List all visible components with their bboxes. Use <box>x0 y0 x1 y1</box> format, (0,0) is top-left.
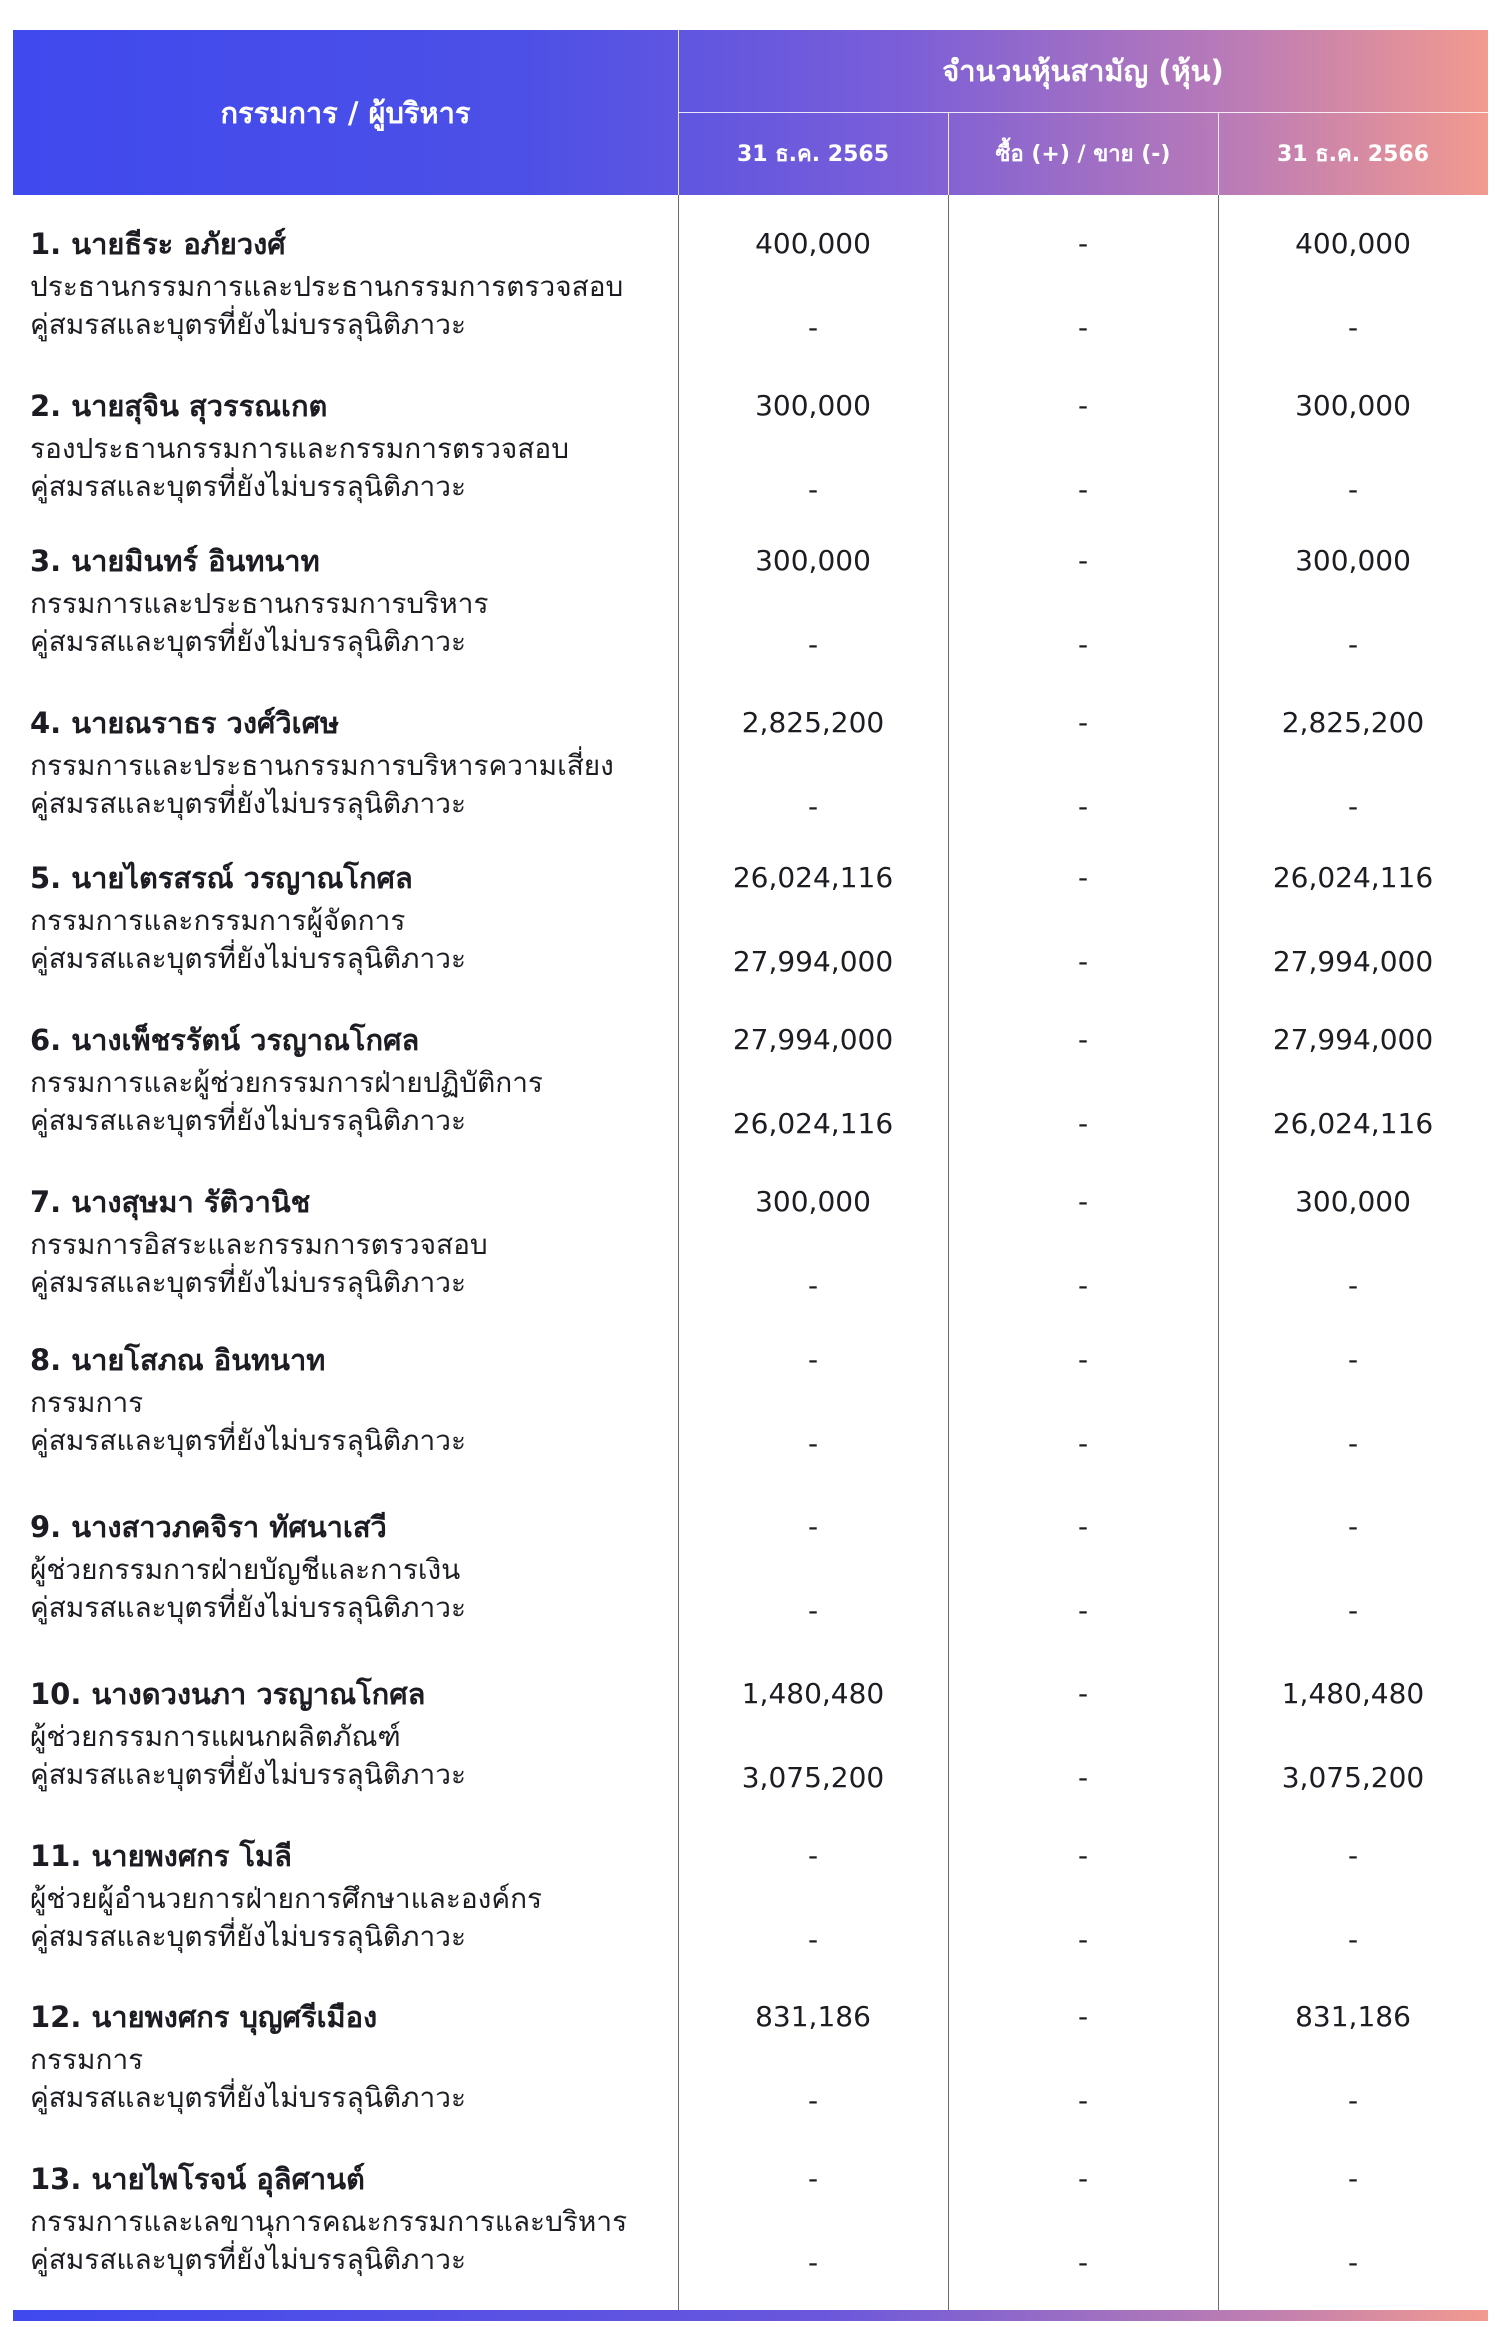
spouse-children-label: คู่สมรสและบุตรที่ยังไม่บรรลุนิติภาวะ <box>30 1591 466 1624</box>
shares-2566-spouse: 26,024,116 <box>1272 1107 1434 1140</box>
shares-2565-self: 400,000 <box>755 227 871 260</box>
shares-2565-spouse: - <box>807 2246 819 2279</box>
table-row <box>0 1673 1500 1793</box>
table-row <box>0 1506 1500 1626</box>
shares-change-self: - <box>1077 2000 1089 2033</box>
spouse-children-label: คู่สมรสและบุตรที่ยังไม่บรรลุนิติภาวะ <box>30 2081 466 2114</box>
shares-2566-self: 300,000 <box>1295 389 1411 422</box>
shares-change-self: - <box>1077 861 1089 894</box>
spouse-children-label: คู่สมรสและบุตรที่ยังไม่บรรลุนิติภาวะ <box>30 1758 466 1791</box>
director-position: กรรมการและประธานกรรมการบริหาร <box>30 587 489 620</box>
table-row <box>0 857 1500 977</box>
director-name: 11. นายพงศกร โมลี <box>30 1839 292 1873</box>
date-2566-header: 31 ธ.ค. 2566 <box>1276 142 1430 167</box>
shares-2566-spouse: - <box>1347 311 1359 344</box>
shares-change-self: - <box>1077 1677 1089 1710</box>
director-position: รองประธานกรรมการและกรรมการตรวจสอบ <box>30 432 570 465</box>
shares-2565-self: 300,000 <box>755 389 871 422</box>
table-row <box>0 385 1500 505</box>
director-name: 12. นายพงศกร บุญศรีเมือง <box>30 2000 378 2034</box>
shares-change-spouse: - <box>1077 2084 1089 2117</box>
shares-2565-self: 831,186 <box>755 2000 871 2033</box>
shares-2566-self: - <box>1347 1839 1359 1872</box>
spouse-children-label: คู่สมรสและบุตรที่ยังไม่บรรลุนิติภาวะ <box>30 625 466 658</box>
director-name: 1. นายธีระ อภัยวงศ์ <box>30 227 286 261</box>
shares-2566-self: 2,825,200 <box>1281 706 1425 739</box>
director-position: กรรมการและเลขานุการคณะกรรมการและบริหาร <box>30 2205 628 2238</box>
shares-2566-self: 831,186 <box>1295 2000 1411 2033</box>
director-position: กรรมการและกรรมการผู้จัดการ <box>30 904 406 937</box>
shares-change-self: - <box>1077 1185 1089 1218</box>
shares-2566-self: 26,024,116 <box>1272 861 1434 894</box>
shares-2566-self: 300,000 <box>1295 544 1411 577</box>
shares-change-spouse: - <box>1077 1107 1089 1140</box>
table-row <box>0 223 1500 343</box>
shares-2565-self: 300,000 <box>755 544 871 577</box>
shares-2565-spouse: - <box>807 1427 819 1460</box>
header-divider <box>1218 112 1219 195</box>
table-footer-bar <box>13 2310 1488 2321</box>
shares-2565-spouse: - <box>807 790 819 823</box>
shares-2566-self: 400,000 <box>1295 227 1411 260</box>
table-row <box>0 1835 1500 1955</box>
shares-2565-spouse: 26,024,116 <box>732 1107 894 1140</box>
director-name: 5. นายไตรสรณ์ วรญาณโกศล <box>30 861 413 895</box>
shares-2566-self: 1,480,480 <box>1281 1677 1425 1710</box>
shares-change-spouse: - <box>1077 2246 1089 2279</box>
shares-2565-self: - <box>807 1343 819 1376</box>
shares-2565-spouse: - <box>807 2084 819 2117</box>
shares-change-self: - <box>1077 1510 1089 1543</box>
director-position: ผู้ช่วยกรรมการฝ่ายบัญชีและการเงิน <box>30 1553 461 1586</box>
shares-2565-spouse: - <box>807 473 819 506</box>
shares-change-spouse: - <box>1077 1761 1089 1794</box>
shares-change-spouse: - <box>1077 790 1089 823</box>
spouse-children-label: คู่สมรสและบุตรที่ยังไม่บรรลุนิติภาวะ <box>30 942 466 975</box>
table-row <box>0 1019 1500 1139</box>
shares-2566-spouse: - <box>1347 1269 1359 1302</box>
shares-2565-self: 27,994,000 <box>732 1023 894 1056</box>
director-position: กรรมการอิสระและกรรมการตรวจสอบ <box>30 1228 488 1261</box>
director-name: 9. นางสาวภคจิรา ทัศนาเสวี <box>30 1510 387 1544</box>
shares-change-spouse: - <box>1077 1923 1089 1956</box>
shares-change-self: - <box>1077 544 1089 577</box>
shares-change-self: - <box>1077 706 1089 739</box>
shares-2566-self: - <box>1347 2162 1359 2195</box>
spouse-children-label: คู่สมรสและบุตรที่ยังไม่บรรลุนิติภาวะ <box>30 1266 466 1299</box>
table-row <box>0 540 1500 660</box>
shares-2566-spouse: - <box>1347 2246 1359 2279</box>
spouse-children-label: คู่สมรสและบุตรที่ยังไม่บรรลุนิติภาวะ <box>30 1104 466 1137</box>
director-position: กรรมการและประธานกรรมการบริหารความเสี่ยง <box>30 749 614 782</box>
spouse-children-label: คู่สมรสและบุตรที่ยังไม่บรรลุนิติภาวะ <box>30 1920 466 1953</box>
shares-change-self: - <box>1077 389 1089 422</box>
table-row <box>0 702 1500 822</box>
shares-2565-self: 2,825,200 <box>741 706 885 739</box>
shares-2566-spouse: - <box>1347 1923 1359 1956</box>
shares-2566-self: 27,994,000 <box>1272 1023 1434 1056</box>
shares-change-spouse: - <box>1077 1269 1089 1302</box>
shares-change-spouse: - <box>1077 945 1089 978</box>
shares-change-spouse: - <box>1077 1427 1089 1460</box>
director-name: 10. นางดวงนภา วรญาณโกศล <box>30 1677 426 1711</box>
shares-2566-spouse: 27,994,000 <box>1272 945 1434 978</box>
shares-2565-spouse: - <box>807 311 819 344</box>
director-name: 2. นายสุจิน สุวรรณเกต <box>30 389 328 423</box>
shares-change-self: - <box>1077 1839 1089 1872</box>
shares-2566-spouse: - <box>1347 473 1359 506</box>
shares-change-self: - <box>1077 1343 1089 1376</box>
spouse-children-label: คู่สมรสและบุตรที่ยังไม่บรรลุนิติภาวะ <box>30 1424 466 1457</box>
shares-2565-self: - <box>807 2162 819 2195</box>
shares-2566-self: - <box>1347 1510 1359 1543</box>
shares-2565-spouse: - <box>807 1594 819 1627</box>
table-row <box>0 1339 1500 1459</box>
director-name: 7. นางสุษมา รัติวานิช <box>30 1185 311 1219</box>
director-column-header: กรรมการ / ผู้บริหาร <box>220 95 471 130</box>
shares-2566-spouse: - <box>1347 628 1359 661</box>
director-position: กรรมการ <box>30 2043 144 2076</box>
director-name: 8. นายโสภณ อินทนาท <box>30 1343 326 1377</box>
shares-2565-self: 1,480,480 <box>741 1677 885 1710</box>
shares-2566-spouse: 3,075,200 <box>1281 1761 1425 1794</box>
director-position: กรรมการและผู้ช่วยกรรมการฝ่ายปฏิบัติการ <box>30 1066 543 1099</box>
table-row <box>0 1181 1500 1301</box>
shares-2565-self: 300,000 <box>755 1185 871 1218</box>
shares-2565-spouse: 3,075,200 <box>741 1761 885 1794</box>
shares-change-self: - <box>1077 2162 1089 2195</box>
shares-2565-spouse: 27,994,000 <box>732 945 894 978</box>
shares-2566-self: - <box>1347 1343 1359 1376</box>
shares-2565-self: - <box>807 1510 819 1543</box>
date-2565-header: 31 ธ.ค. 2565 <box>736 142 890 167</box>
spouse-children-label: คู่สมรสและบุตรที่ยังไม่บรรลุนิติภาวะ <box>30 2243 466 2276</box>
director-name: 4. นายณราธร วงศ์วิเศษ <box>30 706 340 740</box>
director-name: 3. นายมินทร์ อินทนาท <box>30 544 320 578</box>
spouse-children-label: คู่สมรสและบุตรที่ยังไม่บรรลุนิติภาวะ <box>30 308 466 341</box>
shares-2565-self: 26,024,116 <box>732 861 894 894</box>
spouse-children-label: คู่สมรสและบุตรที่ยังไม่บรรลุนิติภาวะ <box>30 470 466 503</box>
shares-2566-spouse: - <box>1347 2084 1359 2117</box>
table-row <box>0 1996 1500 2116</box>
shares-2565-spouse: - <box>807 1269 819 1302</box>
director-position: กรรมการ <box>30 1386 144 1419</box>
shares-change-spouse: - <box>1077 473 1089 506</box>
shares-change-spouse: - <box>1077 311 1089 344</box>
director-name: 13. นายไพโรจน์ อุลิศานต์ <box>30 2162 365 2196</box>
shares-column-header: จำนวนหุ้นสามัญ (หุ้น) <box>942 54 1224 88</box>
shares-2566-self: 300,000 <box>1295 1185 1411 1218</box>
shares-2565-spouse: - <box>807 628 819 661</box>
table-row <box>0 2158 1500 2278</box>
shares-change-self: - <box>1077 1023 1089 1056</box>
shares-change-spouse: - <box>1077 628 1089 661</box>
table-header <box>13 30 1488 195</box>
shares-2566-spouse: - <box>1347 1594 1359 1627</box>
header-divider <box>948 112 949 195</box>
shares-2565-spouse: - <box>807 1923 819 1956</box>
shares-2566-spouse: - <box>1347 790 1359 823</box>
director-name: 6. นางเพ็ชรรัตน์ วรญาณโกศล <box>30 1023 420 1057</box>
spouse-children-label: คู่สมรสและบุตรที่ยังไม่บรรลุนิติภาวะ <box>30 787 466 820</box>
shares-2565-self: - <box>807 1839 819 1872</box>
buy-sell-header: ซื้อ (+) / ขาย (-) <box>995 142 1171 167</box>
header-divider <box>678 112 1488 113</box>
director-position: ผู้ช่วยผู้อำนวยการฝ่ายการศึกษาและองค์กร <box>30 1882 543 1915</box>
shares-change-spouse: - <box>1077 1594 1089 1627</box>
shares-2566-spouse: - <box>1347 1427 1359 1460</box>
director-position: ผู้ช่วยกรรมการแผนกผลิตภัณฑ์ <box>30 1720 401 1753</box>
director-position: ประธานกรรมการและประธานกรรมการตรวจสอบ <box>30 270 624 303</box>
shares-change-self: - <box>1077 227 1089 260</box>
